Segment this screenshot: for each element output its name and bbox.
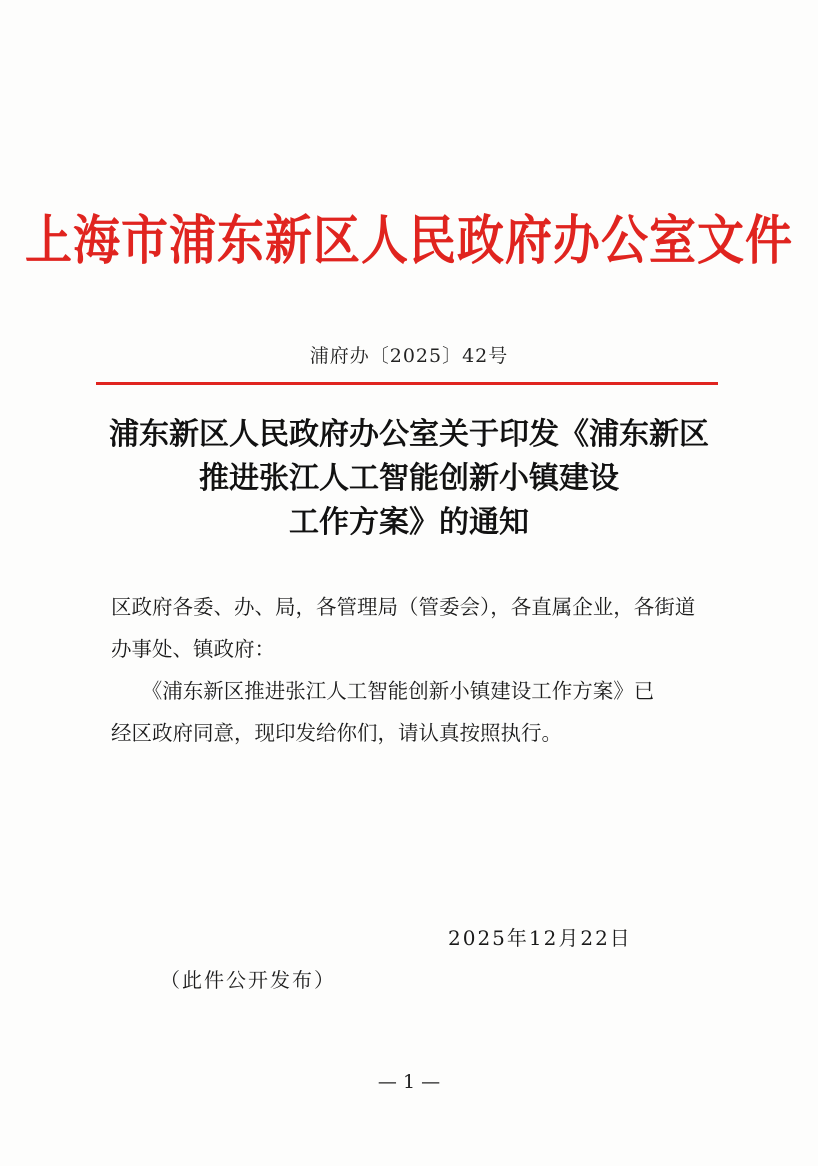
document-number: 浦府办〔2025〕42号 <box>309 345 509 367</box>
content-line-1: 《浦东新区推进张江人工智能创新小镇建设工作方案》已 <box>111 679 655 703</box>
page-number: — 1 — <box>377 1071 441 1093</box>
signature-date: 2025年12月22日 <box>448 926 632 950</box>
document-title <box>80 413 738 545</box>
title-line-3: 工作方案》的通知 <box>289 505 529 540</box>
red-divider-line <box>96 382 718 385</box>
title-line-2: 推进张江人工智能创新小镇建设 <box>199 461 619 496</box>
recipients-line-2: 办事处、镇政府： <box>111 637 275 661</box>
content-line-2: 经区政府同意，现印发给你们，请认真按照执行。 <box>111 721 562 745</box>
public-release-note: （此件公开发布） <box>160 968 336 992</box>
title-line-1: 浦东新区人民政府办公室关于印发《浦东新区 <box>109 417 709 452</box>
document-masthead: 上海市浦东新区人民政府办公室文件 <box>25 210 793 272</box>
recipients-line-1: 区政府各委、办、局，各管理局（管委会），各直属企业，各街道 <box>111 595 696 619</box>
